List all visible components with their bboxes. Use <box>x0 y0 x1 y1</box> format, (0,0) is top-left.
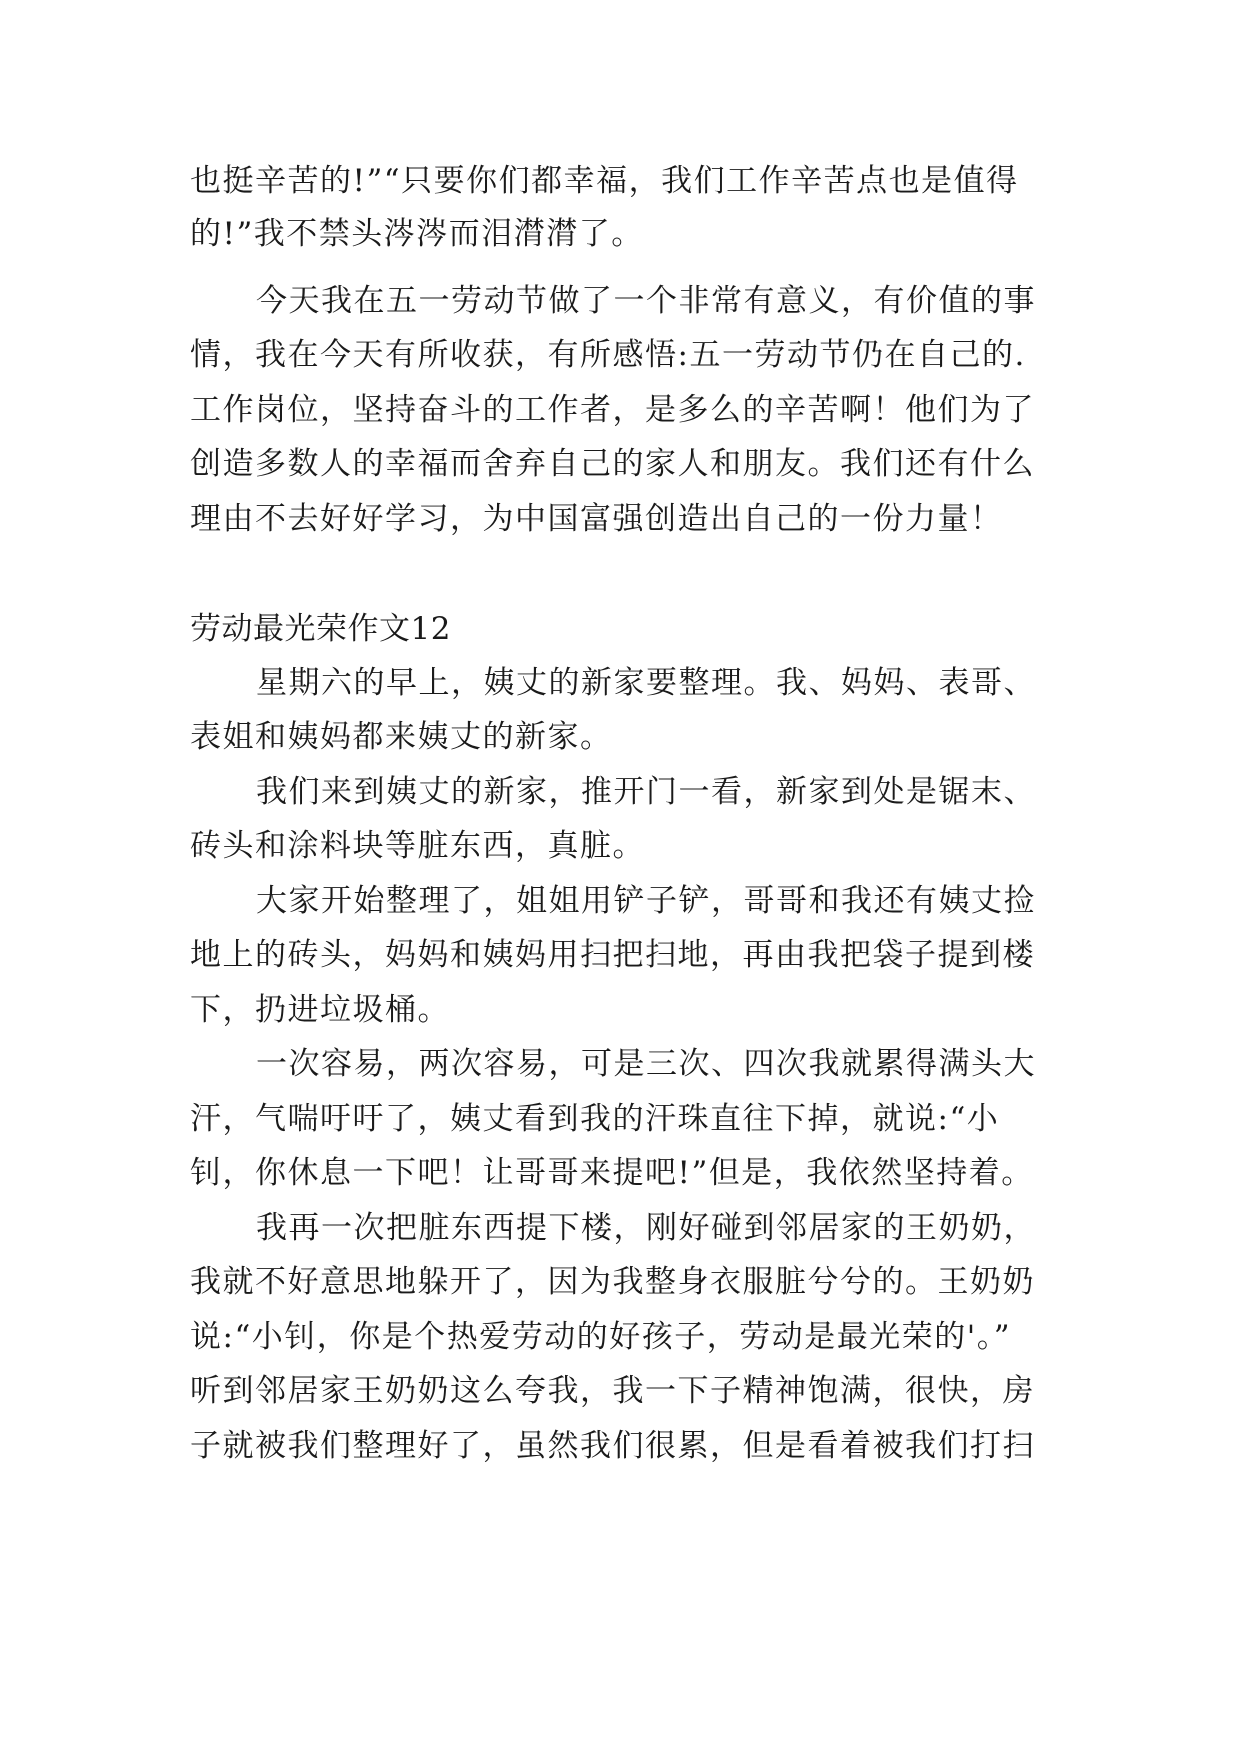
text-line: 钊，你休息一下吧！让哥哥来提吧!”但是，我依然坚持着。 <box>190 1155 1034 1191</box>
paragraph-start-line: 我再一次把脏东西提下楼，刚好碰到邻居家的王奶奶， <box>256 1210 1036 1246</box>
section-heading: 劳动最光荣作文12 <box>190 611 451 647</box>
text-line: 汗，气喘吁吁了，姨丈看到我的汗珠直往下掉，就说:“小 <box>190 1101 1000 1137</box>
paragraph-start-line: 今天我在五一劳动节做了一个非常有意义，有价值的事 <box>256 283 1036 319</box>
text-line: 创造多数人的幸福而舍弃自己的家人和朋友。我们还有什么 <box>190 446 1035 482</box>
text-line: 的!”我不禁头涔涔而泪潸潸了。 <box>190 216 644 252</box>
paragraph-start-line: 星期六的早上，姨丈的新家要整理。我、妈妈、表哥、 <box>256 665 1036 701</box>
text-line: 听到邻居家王奶奶这么夸我，我一下子精神饱满，很快，房 <box>190 1373 1035 1409</box>
text-line: 地上的砖头，妈妈和姨妈用扫把扫地，再由我把袋子提到楼 <box>190 937 1035 973</box>
text-line: 下，扔进垃圾桶。 <box>190 992 450 1028</box>
text-line: 表姐和姨妈都来姨丈的新家。 <box>190 719 613 755</box>
text-line: 理由不去好好学习，为中国富强创造出自己的一份力量！ <box>190 501 1003 537</box>
text-line: 工作岗位，坚持奋斗的工作者，是多么的辛苦啊！他们为了 <box>190 392 1035 428</box>
text-line: 也挺辛苦的!”“只要你们都幸福，我们工作辛苦点也是值得 <box>190 163 1019 199</box>
paragraph-start-line: 我们来到姨丈的新家，推开门一看，新家到处是锯末、 <box>256 774 1036 810</box>
text-line: 说:“小钊，你是个热爱劳动的好孩子，劳动是最光荣的'。” <box>190 1319 1012 1355</box>
text-line: 子就被我们整理好了，虽然我们很累，但是看着被我们打扫 <box>190 1428 1035 1464</box>
paragraph-start-line: 一次容易，两次容易，可是三次、四次我就累得满头大 <box>256 1046 1036 1082</box>
text-line: 我就不好意思地躲开了，因为我整身衣服脏兮兮的。王奶奶 <box>190 1264 1035 1300</box>
text-line: 砖头和涂料块等脏东西，真脏。 <box>190 828 645 864</box>
text-line: 情，我在今天有所收获，有所感悟:五一劳动节仍在自己的. <box>190 337 1026 373</box>
paragraph-start-line: 大家开始整理了，姐姐用铲子铲，哥哥和我还有姨丈捡 <box>256 883 1036 919</box>
